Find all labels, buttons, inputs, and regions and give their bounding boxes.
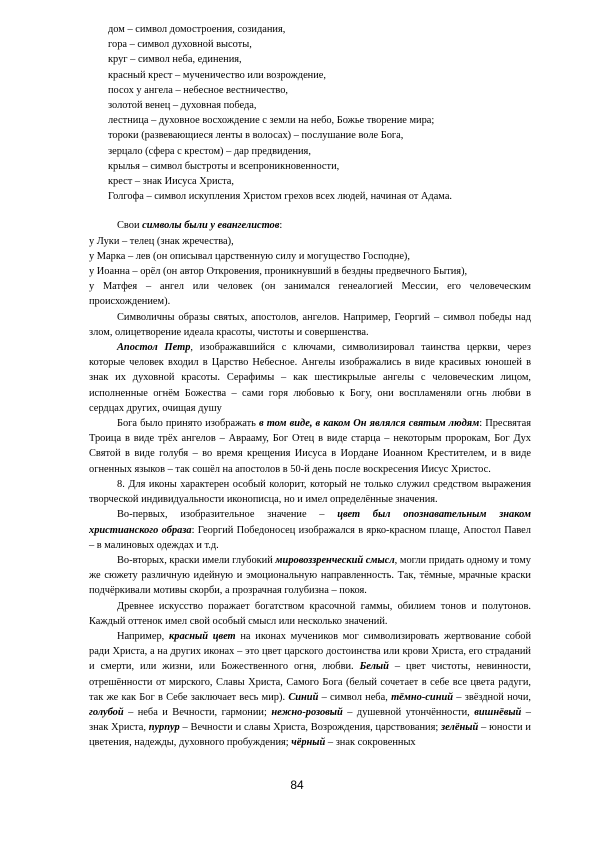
paragraph-apostle-peter: Апостол Петр, изображавшийся с ключами, символизировал таинства церкви, через которые человек входил в Царство Небесное. Ангелы изображались в виде красивых юношей в знак их духовной красоты. Серафимы – как шестикрылые ангелы с человеческим лицом, исполненные огнём Божества – сами горя любовью к Богу, они воспламеняли огнь любви в сердцах других, очищая душу: [89, 342, 531, 414]
page-body: [89, 22, 531, 751]
symbol-line: зерцало (сфера с крестом) – дар предвидения,: [108, 145, 311, 157]
symbol-line: крест – знак Иисуса Христа,: [108, 176, 235, 188]
symbol-list: [89, 22, 531, 204]
symbol-line: лестница – духовное восхождение с земли на небо, Божье творение мира;: [108, 115, 435, 127]
symbol-line: Голгофа – символ искупления Христом грехов всех людей, начиная от Адама.: [108, 191, 453, 203]
symbol-line: круг – символ неба, единения,: [108, 54, 242, 66]
symbol-line: посох у ангела – небесное вестничество,: [108, 84, 289, 96]
paragraph-colors: Например, красный цвет на иконах мучеников мог символизировать жертвование собой ради Христа, а на других иконах – это цвет царского достоинства или крови Христа, его страданий и смерти, или жизни, или Божественного огня, любви. Белый – цвет чистоты, невинности, отрешённости от мирского, Славы Христа, Самого Бога (белый сочетает в себе все цвета радуги, так же как Бог в Себе заключает весь мир). Синий – символ неба, тёмно-синий – звёздной ночи, голубой – неба и Вечности, гармонии; нежно-розовый – душевной утончённости, вишнёвый – знак Христа, пурпур – Вечности и славы Христа, Возрождения, царствования; зелёный – юности и цветения, надежды, духовного пробуждения; чёрный – знак сокровенных: [89, 630, 532, 749]
symbol-line: тороки (развевающиеся ленты в волосах) – послушание воле Бога,: [108, 130, 404, 142]
paragraph-ancient-art: Древнее искусство поражает богатством красочной гаммы, обилием тонов и полутонов. Каждый оттенок имел свой особый смысл или несколько значений.: [89, 600, 531, 627]
spacer: [89, 204, 531, 218]
evangelist-line: у Луки – телец (знак жречества),: [89, 235, 234, 247]
symbol-line: красный крест – мученичество или возрождение,: [108, 69, 327, 81]
paragraph-colorite: 8. Для иконы характерен особый колорит, который не только служил средством выражения творческой индивидуальности иконописца, но и имел определённые значения.: [89, 478, 531, 506]
symbol-line: золотой венец – духовная победа,: [108, 100, 257, 112]
symbol-line: крылья – символ быстроты и всепроникновенности,: [108, 160, 340, 172]
symbol-line: гора – символ духовной высоты,: [108, 39, 252, 51]
symbol-line: дом – символ домостроения, созидания,: [108, 24, 286, 35]
paragraph-saints: Символичны образы святых, апостолов, ангелов. Например, Георгий – символ победы над злом, олицетворение идеала красоты, чистоты и совершенства.: [89, 311, 531, 338]
evangelist-line: у Марка – лев (он описывал царственную силу и могущество Господне),: [89, 250, 410, 262]
paragraph-god-depiction: Бога было принято изображать в том виде, в каком Он являлся святым людям: Пресвятая Троица в виде трёх ангелов – Аврааму, Бог Отец в виде старца – некоторым пророкам, Бог Дух Святой в виде голубя – во время крещения Иисуса в Иордане Иоанном Крестителем, и в виде огненных языков – так сошёл на апостолов в 50-й день после воскресения Иисус Христос.: [89, 418, 531, 475]
evangelist-line: у Иоанна – орёл (он автор Откровения, проникнувший в бездны предвечного Бытия),: [89, 266, 468, 278]
evangelists-intro: Свои символы были у евангелистов:: [117, 220, 283, 232]
page-number: 84: [290, 778, 304, 792]
paragraph-firstly: Во-первых, изобразительное значение – цвет был опознавательным знаком христианского образа: Георгий Победоносец изображался в ярко-красном плаще, Апостол Павел – в малиновых одеждах и т.д.: [89, 509, 532, 551]
paragraph-secondly: Во-вторых, краски имели глубокий мировоззренческий смысл, могли придать одному и тому же сюжету различную идейную и эмоциональную направленность. Так, тёмные, мрачные краски подчёркивали мотивы скорби, а прозрачная голубизна – покоя.: [89, 554, 531, 597]
evangelist-line: у Матфея – ангел или человек (он занимался генеалогией Мессии, его человеческим происхождением).: [89, 281, 531, 308]
